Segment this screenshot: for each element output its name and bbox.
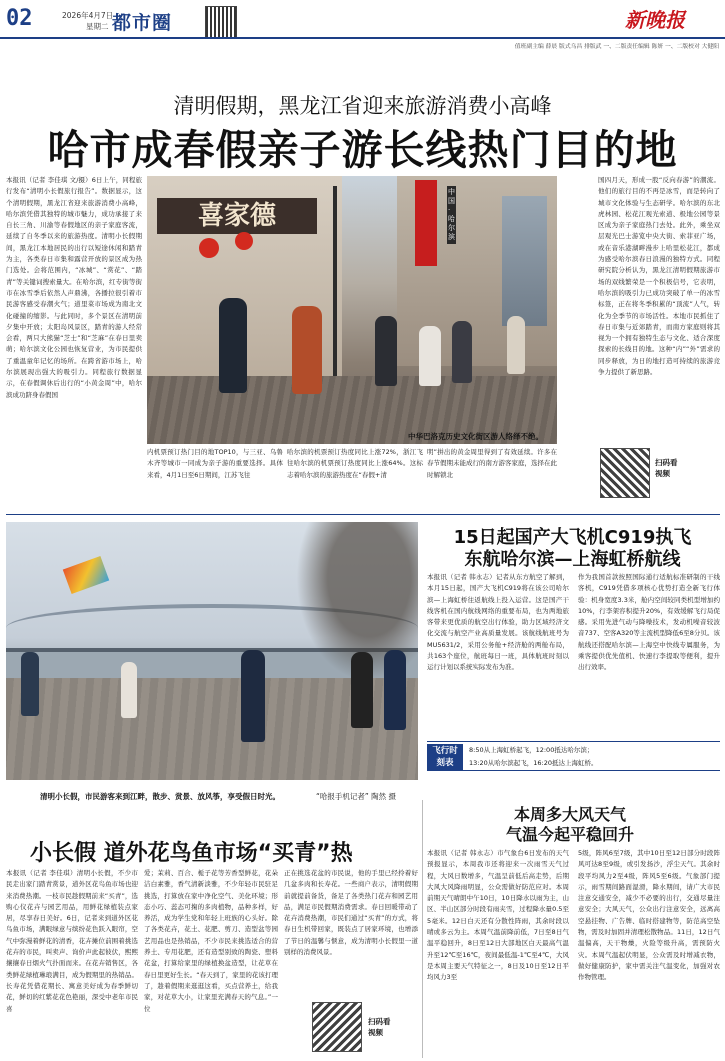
shop-sign: 喜家德: [157, 198, 317, 234]
masthead-date: 2026年4月7日: [62, 11, 114, 20]
weather-body-left: 本报讯（记者 韩永志）市气象台6日发布的天气预报显示，本周我市还将迎来一次雨雪天气过程，大风日数增多，气温呈前低后高走势，后期大风大风降雨明显，公众需做好防范应对。本周前期天气晴朗中午10日，10日降水以雨为主，山区、半山区部分时段有雨夹雪，过程降水量0.5至5毫米。12日白天还有分散性阵雨，其余时段以晴或多云为主。本周气温前降前低，7日至8日气温平稳回升，8日至12日大部地区白天最高气温升至12℃至16℃，夜间最低温-1℃至4℃，大风是本周主要天气特征之一，8日及10日至12日平均风力3至: [427, 849, 569, 982]
vertical-red-sign: [415, 180, 437, 266]
pedestrian-2: [292, 306, 322, 394]
lead-photo-caption: 中华巴洛克历史文化街区游人络绎不绝。: [408, 432, 543, 441]
flower-body-col2: 爱；茉莉、百合、栀子花等芳香型鲜花，花朵洁白素雅，香气清新淡雅，不少年轻市民驻足挑选，打算放在家中净化空气、美化环境；形态小巧、蕊态可掬的多肉植物，品种多样，好养活，成为学生党和年轻上班族的心头好。除了各类花卉，花土、花肥、剪刀、造型盆等园艺用品也是热销品，不少市民来挑选适合的营养土、专用花肥，还有造型别致的陶瓷、塑料花盆，打算给家里的绿植换盆造型，让花草在春日里更好生长。“春天到了，家里的花该打理了，趁着假期来逛逛这看，买点营养土，给我家，对花草大小，让家里充满春天的气息。”一位: [144, 869, 278, 1013]
lead-kicker: 清明假期，黑龙江省迎来旅游消费小高峰: [173, 94, 552, 118]
river-photo-credit: “哈报手机记者” 陶然 摄: [316, 792, 397, 801]
visitor-2: [121, 662, 137, 718]
section-title: 都市圈: [112, 12, 173, 34]
pedestrian-4: [419, 326, 441, 386]
tower-background: [502, 196, 547, 326]
masthead: [0, 0, 725, 50]
flower-headline-quoted: “买青”热: [257, 841, 353, 866]
section-divider-1: [6, 514, 720, 515]
lead-body-col4: 明”拼出的黄金周里得到了有效延续。许多在春节假期未能成行的南方游客家庭，选择在此时解锁北: [427, 448, 557, 479]
pedestrian-5: [452, 321, 472, 383]
weather-headline-line1: 本周多大风天气: [513, 805, 626, 824]
lead-body-col1: 本报讯（记者 李佳琪 文/摄）6日上午，同程旅行发布“清明小长假旅行报告”。数据显示，这个清明假期，黑龙江省迎来旅游消费小高峰，哈尔滨凭借其独特的城市魅力，成功承接了来自长三角、川渝等春假地区的亲子家庭客流，延续了自冬季以来的旅游热度。清明小长假期间，黑龙江本地居民的出行以短途休闲和踏青为主，各类春日市集和露营开放的景区成为热门选处。会将范围内，“冰城”、“赏花”、“踏青”等关键词搜索量大。在哈尔滨，红专街等街市在冰雪季后依然人声鼎沸，各播拉很引着市民游客感受春潮火气；道里菜市场成为南北文化碰撞的缩影。与此同时，多个景区在清明前夕集中开放；太阳岛风景区，踏青的游人经常会看，两只大熊猫“芝士”和“芝麻”在春日里卖萌；哈尔滨文化公园也恢复营业，为市民提供了重温童年记忆的场所。在跨省游市场上，哈尔滨展现出强大的吸引力。同程旅行数据显示，在春假调休后出行的“小黄金周”中，哈尔滨成功跻身春假国: [6, 176, 142, 399]
flower-body-col1: 本报讯（记者 李佳琪）清明小长假，不少市民走出家门踏青赏景，道外区花鸟鱼市场也迎来消费热潮。一枝市民趁假期前来“买青”，选购心仪花卉与园艺用品，用鲜花绿植装点家居，尽享春日美好。6日，记者来到道外区花鸟鱼市场，满眼绿意与缤纷花色跃入眼帘，空气中弥漫着鲜花的清香，花卉摊位前围着挑选花卉的市民，叫卖声、询价声此起彼伏，熙熙攘攘春日烟火气扑面而来。在花卉销售区，各类鲜花绿植琳琅满目，成为假期里的热销品。长寿花凭借花期长、寓意美好成为春季鲜切花，鲜切的红紫花花色艳丽，深受中老年市民喜: [6, 869, 138, 1013]
lead-body-col2: 内机票预订热门目的地TOP10，与三亚、乌鲁木齐等城市一同成为亲子游的重要选择。具体来看，4月1日至6日期间，江苏飞往: [147, 448, 283, 479]
lead-body-col5: 国四月天，形成一股“反向春游”的潮流。他们的旅行目的不再是冰雪，而是转向了城市文化体验与生态研学。哈尔滨的东北虎林园、松花江观光索道、极地公园等景区成为亲子家庭热门去处。此外，乘坐双层观光巴士游览中央大街、索菲亚广场，或在音乐港湖畔漫步上哈里松花江，都成为感受哈尔滨春日浪漫的独特方式。同程研究院分析认为，黑龙江清明假期旅游市场的双线繁荣是一个积极信号，它表明，哈尔滨的吸引力已成功突破了单一的冰雪标签，正在将冬季积累的“顶流”人气，转化为全季节的市场活性。本地市民抓住了春日市集与近郊踏青，而南方家庭则将其视为一个拥有独特生态与文化、适合深度探索的长线目的地。这种“内”“外”需求的同步释放，为日的地打造可持续的旅游竞争力提供了新思路。: [598, 176, 720, 377]
weather-body-right: 5级，阵风6至7级，其中10日至12日部分时段阵风可达8至9级，或引发扬沙，浮尘天气。其余时段平均风力2至4级，阵风5至6级。气象部门提示，雨雪期间路面湿滑，降水期间，请广大市民注意交通安全，减少不必要的出行，交通尽量注意安全；大风天气，公众出行注意安全，远离高空悬挂物、广告牌、临时搭建物等，防范高空坠物，需及时加固并清理松散物品。11日，12日气温偏高，天干物燥，火险等级升高，需预防火灾。本周气温起伏明显，公众需及时增减衣物，做好健康防护，家中需关注气温变化，加强对农作物管理。: [578, 849, 720, 982]
lead-street-photo: [147, 176, 557, 444]
schedule-label: 飞行时刻表: [427, 744, 463, 770]
lantern-left: [199, 238, 219, 258]
flower-headline: [30, 836, 353, 867]
street-lamp: [333, 186, 337, 386]
visitor-5: [384, 650, 406, 730]
lantern-right: [235, 232, 253, 250]
lead-body-col3: 哈尔滨的机票预订热度同比上涨72%，浙江飞往哈尔滨的机票预订热度同比上涨64%。这标志着哈尔滨的旅游热度在“春假+清: [287, 448, 423, 479]
column-divider: [422, 800, 423, 1058]
river-photo-caption: 清明小长假，市民游客来到江畔，散步、赏景、放风筝，享受假日时光。: [40, 792, 280, 801]
flower-qr-code: [312, 1002, 362, 1052]
visitor-4: [351, 652, 373, 728]
editor-credits: 值班副主编 薛晨 版式乌昌 排版武 一、二版责任编辑 陈妍 一、二版校对 大健阳: [514, 44, 719, 50]
kite: [63, 556, 109, 594]
page-number: 02: [6, 6, 33, 31]
c919-headline-line1: 15日起国产大飞机C919执飞: [453, 527, 692, 548]
visitor-1: [21, 652, 39, 716]
visitor-3: [241, 650, 265, 742]
schedule-line2: 13:20从哈尔滨起飞，16:20抵达上海虹桥。: [469, 759, 598, 767]
weather-headline-line2: 气温今起平稳回升: [505, 825, 634, 844]
river-photo: [6, 522, 418, 780]
lead-headline: 哈市成春假亲子游长线热门目的地: [47, 126, 678, 174]
masthead-rule: [0, 37, 725, 39]
c919-body-left: 本报讯（记者 韩永志）记者从东方航空了解到，本月15日起，国产大飞机C919将在该公司哈尔滨—上海虹桥往返航线上投入运营。这是国产干线客机在国内航线网络的重要布局，也为两地旅客带来更优质的航空出行体验，助力区域经济文化交流与航空产业高质量发展。该航线航班号为MU5631/2，采用公务舱+经济舱的两舱布局，共163个座位，航班每日一班，具体航班时刻以运行计划以系统实际发布为准。: [427, 573, 569, 672]
pedestrian-6: [507, 316, 525, 374]
flower-scan-label: 扫码看视频: [368, 1017, 391, 1037]
c919-body-right: 作为我国首款按照国际通行适航标准研制的干线客机，C919凭借多项核心优势打造全新飞行体验：机身宽度3.3米，舱内空间较同类机型增加约10%，行李架容积提升20%，有效缓解飞行局促感。采用先进气动与降噪技术，发动机噪音较波音737、空客A320等主流机型降低6至8分贝。该航线还搭配哈尔滨—上海空中快线专属服务，为乘客提供优先值机、快速行李提取等便利，提升出行效率。: [578, 573, 720, 672]
flower-headline-prefix: 小长假 道外花鸟鱼市场: [30, 841, 258, 866]
pedestrian-1: [219, 298, 247, 393]
c919-headline-line2: 东航哈尔滨—上海虹桥航线: [464, 549, 681, 570]
lead-qr-code: [600, 448, 650, 498]
masthead-qr-code: [205, 6, 237, 38]
paper-logo: 新晚报: [625, 8, 685, 32]
vertical-sign-text: 中国·哈尔滨: [447, 186, 456, 244]
masthead-weekday: 星期二: [86, 22, 109, 31]
schedule-box: [427, 741, 720, 771]
pedestrian-3: [375, 316, 397, 386]
flower-body-col3: 正在挑选花盆的市民说，他的手里已经拎着好几盆多肉和长寿花。一些商户表示，清明假期前就提前备货，备足了各类热门花卉和园艺用品，满足市民假期消费需求。春日回暖带动了花卉消费热潮，市民们通过“买青”的方式，将春日生机带回家，既装点了居家环境，也增添了节日的温馨与惬意，成为清明小长假里一道别样的消费风景。: [284, 869, 418, 957]
schedule-line1: 8:50从上海虹桥起飞，12:00抵达哈尔滨；: [469, 746, 594, 754]
lead-scan-label: 扫码看视频: [655, 458, 678, 478]
